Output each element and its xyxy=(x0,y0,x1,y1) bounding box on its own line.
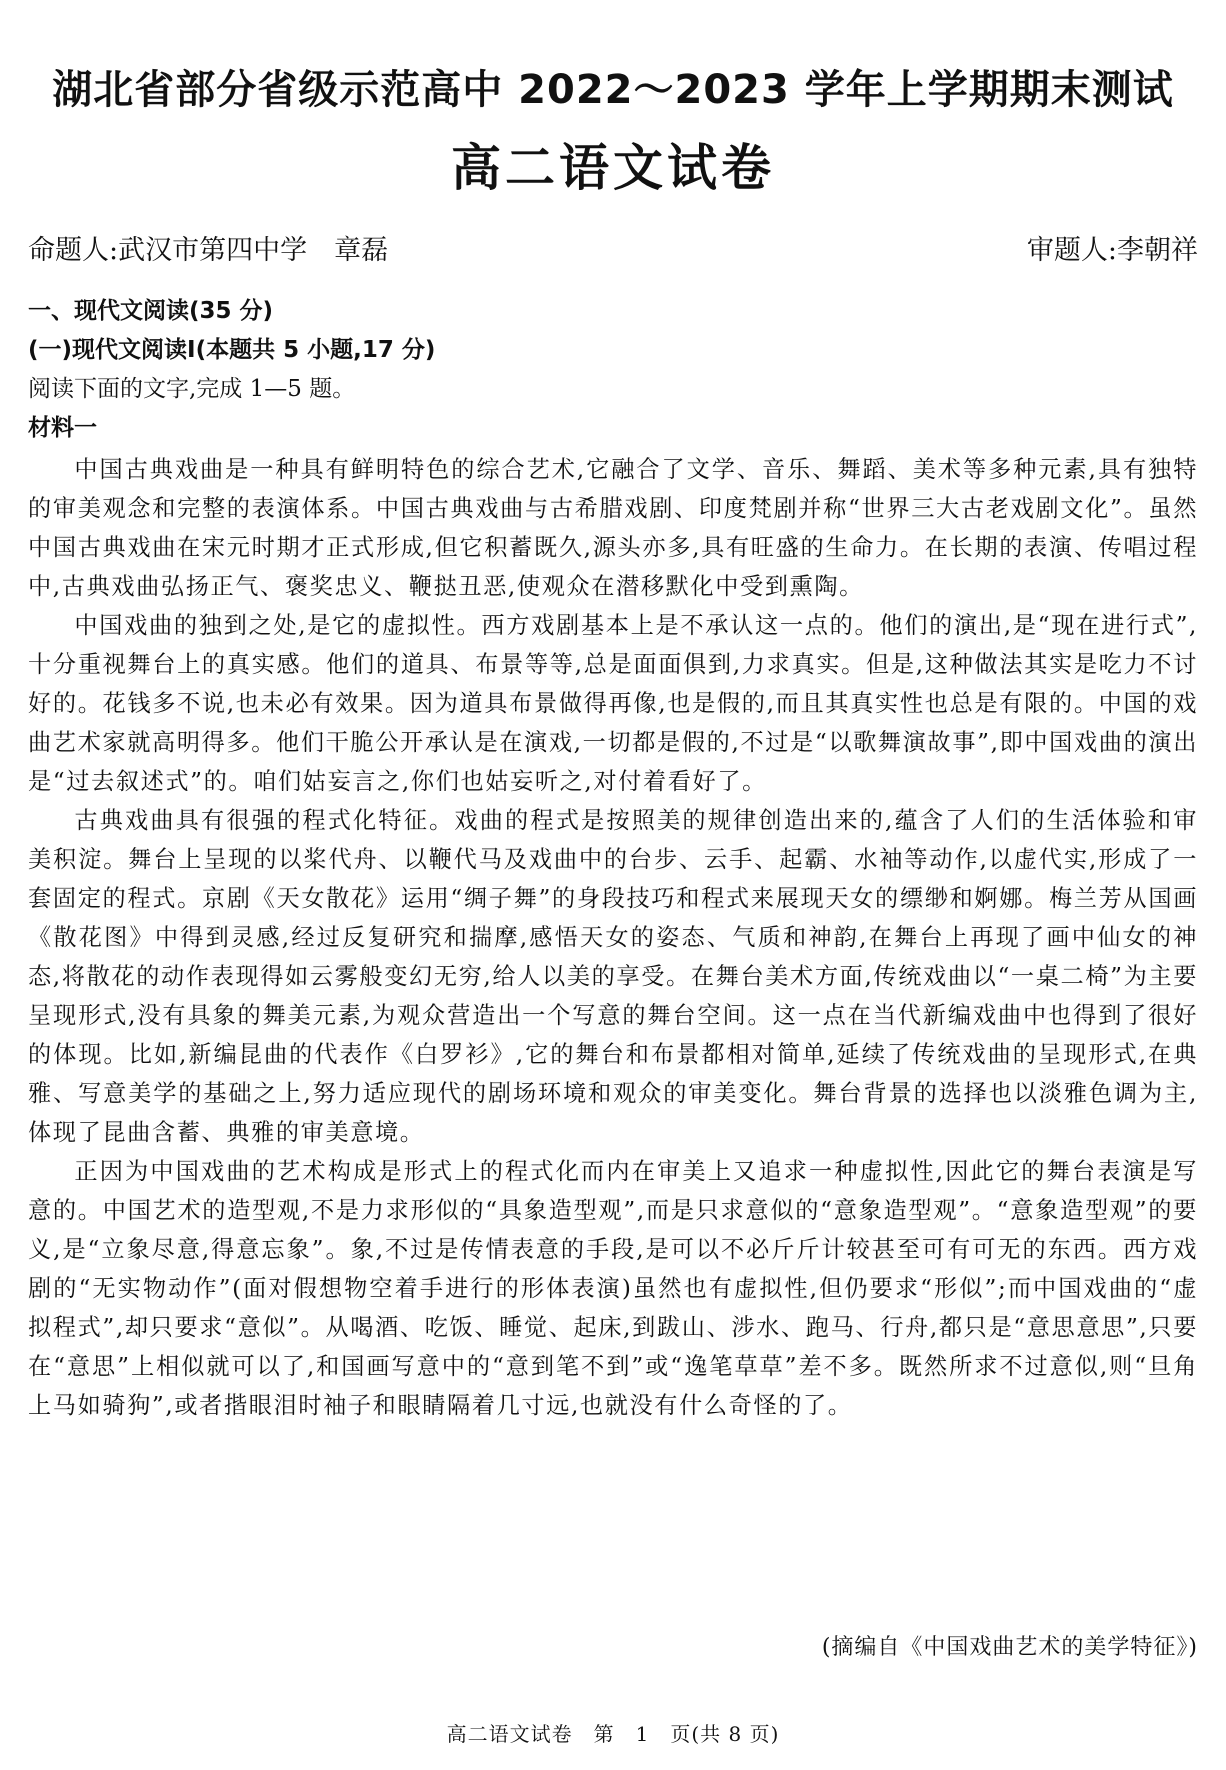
instruction-line: 阅读下面的文字,完成 1—5 题。 xyxy=(28,376,356,402)
page-footer: 高二语文试卷 第 1 页(共 8 页) xyxy=(446,1722,780,1746)
author-line xyxy=(28,228,1198,267)
paragraph: 中国古典戏曲是一种具有鲜明特色的综合艺术,它融合了文学、音乐、舞蹈、美术等多种元素,具有独特的审美观念和完整的表演体系。中国古典戏曲与古希腊戏剧、印度梵剧并称“世界三大古老戏剧文化”。虽然中国古典戏曲在宋元时期才正式形成,但它积蓄既久,源头亦多,具有旺盛的生命力。在长期的表演、传唱过程中,古典戏曲弘扬正气、褒奖忠义、鞭挞丑恶,使观众在潜移默化中受到熏陶。 xyxy=(28,456,1198,600)
section-heading: 一、现代文阅读(35 分) xyxy=(28,298,274,324)
exam-subtitle: 高二语文试卷 xyxy=(451,139,775,197)
author-credit: 命题人:武汉市第四中学 章磊 xyxy=(28,235,389,266)
paragraph: 古典戏曲具有很强的程式化特征。戏曲的程式是按照美的规律创造出来的,蕴含了人们的生活体验和审美积淀。舞台上呈现的以桨代舟、以鞭代马及戏曲中的台步、云手、起霸、水袖等动作,以虚代实,形成了一套固定的程式。京剧《天女散花》运用“绸子舞”的身段技巧和程式来展现天女的缥缈和婀娜。梅兰芳从国画《散花图》中得到灵感,经过反复研究和揣摩,感悟天女的姿态、气质和神韵,在舞台上再现了画中仙女的神态,将散花的动作表现得如云雾般变幻无穷,给人以美的享受。在舞台美术方面,传统戏曲以“一桌二椅”为主要呈现形式,没有具象的舞美元素,为观众营造出一个写意的舞台空间。这一点在当代新编戏曲中也得到了很好的体现。比如,新编昆曲的代表作《白罗衫》,它的舞台和布景都相对简单,延续了传统戏曲的呈现形式,在典雅、写意美学的基础之上,努力适应现代的剧场环境和观众的审美变化。舞台背景的选择也以淡雅色调为主,体现了昆曲含蓄、典雅的审美意境。 xyxy=(28,807,1198,1146)
material-label: 材料一 xyxy=(28,415,97,441)
paragraph: 中国戏曲的独到之处,是它的虚拟性。西方戏剧基本上是不承认这一点的。他们的演出,是“现在进行式”,十分重视舞台上的真实感。他们的道具、布景等等,总是面面俱到,力求真实。但是,这种做法其实是吃力不讨好的。花钱多不说,也未必有效果。因为道具布景做得再像,也是假的,而且其真实性也总是有限的。中国的戏曲艺术家就高明得多。他们干脆公开承认是在演戏,一切都是假的,不过是“以歌舞演故事”,即中国戏曲的演出是“过去叙述式”的。咱们姑妄言之,你们也姑妄听之,对付着看好了。 xyxy=(28,612,1198,795)
paragraph: 正因为中国戏曲的艺术构成是形式上的程式化而内在审美上又追求一种虚拟性,因此它的舞台表演是写意的。中国艺术的造型观,不是力求形似的“具象造型观”,而是只求意似的“意象造型观”。“意象造型观”的要义,是“立象尽意,得意忘象”。象,不过是传情表意的手段,是可以不必斤斤计较甚至可有可无的东西。西方戏剧的“无实物动作”(面对假想物空着手进行的形体表演)虽然也有虚拟性,但仍要求“形似”;而中国戏曲的“虚拟程式”,却只要求“意似”。从喝酒、吃饭、睡觉、起床,到跋山、涉水、跑马、行舟,都只是“意思意思”,只要在“意思”上相似就可以了,和国画写意中的“意到笔不到”或“逸笔草草”差不多。既然所求不过意似,则“旦角上马如骑狗”,或者揩眼泪时袖子和眼睛隔着几寸远,也就没有什么奇怪的了。 xyxy=(28,1158,1198,1419)
source-citation: (摘编自《中国戏曲艺术的美学特征》) xyxy=(821,1635,1198,1660)
section-subheading: (一)现代文阅读Ⅰ(本题共 5 小题,17 分) xyxy=(28,337,436,363)
exam-title: 湖北省部分省级示范高中 2022～2023 学年上学期期末测试 xyxy=(52,67,1174,113)
reviewer-credit: 审题人:李朝祥 xyxy=(1026,235,1198,266)
material-body xyxy=(28,450,1198,1425)
